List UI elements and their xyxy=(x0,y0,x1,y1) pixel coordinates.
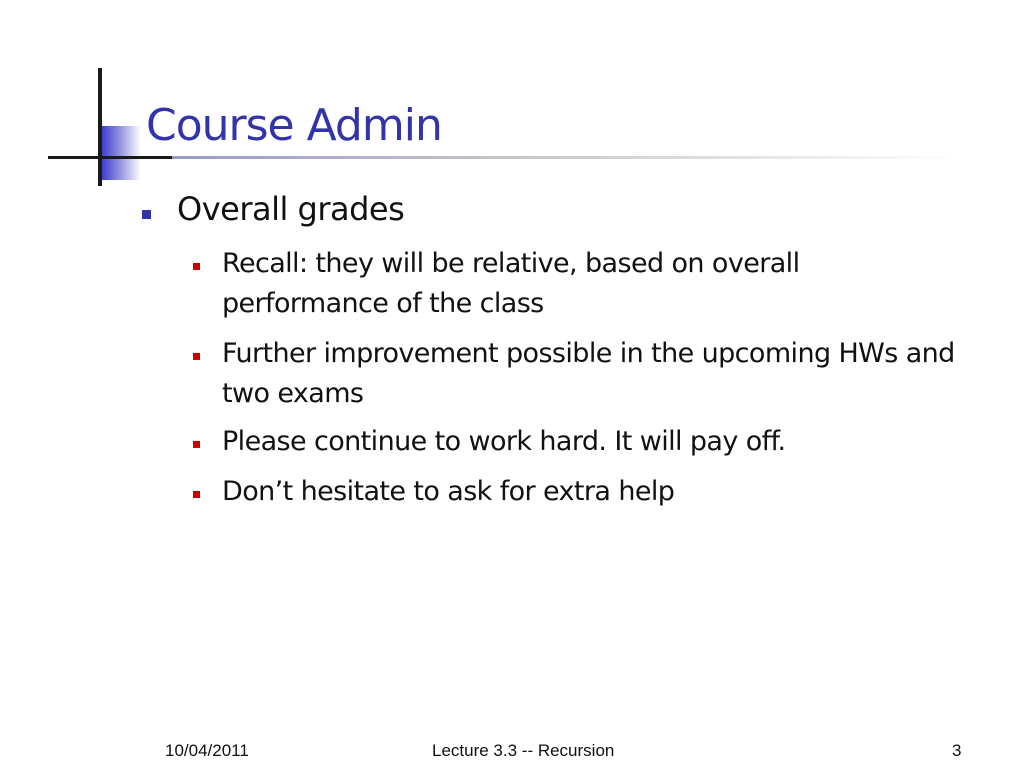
footer-page-number: 3 xyxy=(952,741,962,760)
sub-bullet-square-icon xyxy=(193,491,200,498)
sub-bullet-square-icon xyxy=(193,353,200,360)
bullet-level1-text: Overall grades xyxy=(177,190,405,228)
footer-lecture-title: Lecture 3.3 -- Recursion xyxy=(432,741,615,760)
decorative-vertical-line xyxy=(98,68,102,186)
footer-date: 10/04/2011 xyxy=(165,741,249,760)
decorative-horizontal-line xyxy=(48,156,172,159)
slide-title: Course Admin xyxy=(146,100,442,151)
sub-bullet-square-icon xyxy=(193,441,200,448)
sub-bullet-text: Further improvement possible in the upcoming HWs and two exams xyxy=(222,338,955,409)
sub-bullet-text: Recall: they will be relative, based on overall performance of the class xyxy=(222,248,800,319)
bullet-square-icon xyxy=(142,210,151,219)
title-accent-block xyxy=(101,126,141,180)
sub-bullet-text: Don’t hesitate to ask for extra help xyxy=(222,476,675,507)
sub-bullet-text: Please continue to work hard. It will pay off. xyxy=(222,426,786,457)
title-underline xyxy=(101,156,961,159)
sub-bullet-square-icon xyxy=(193,263,200,270)
